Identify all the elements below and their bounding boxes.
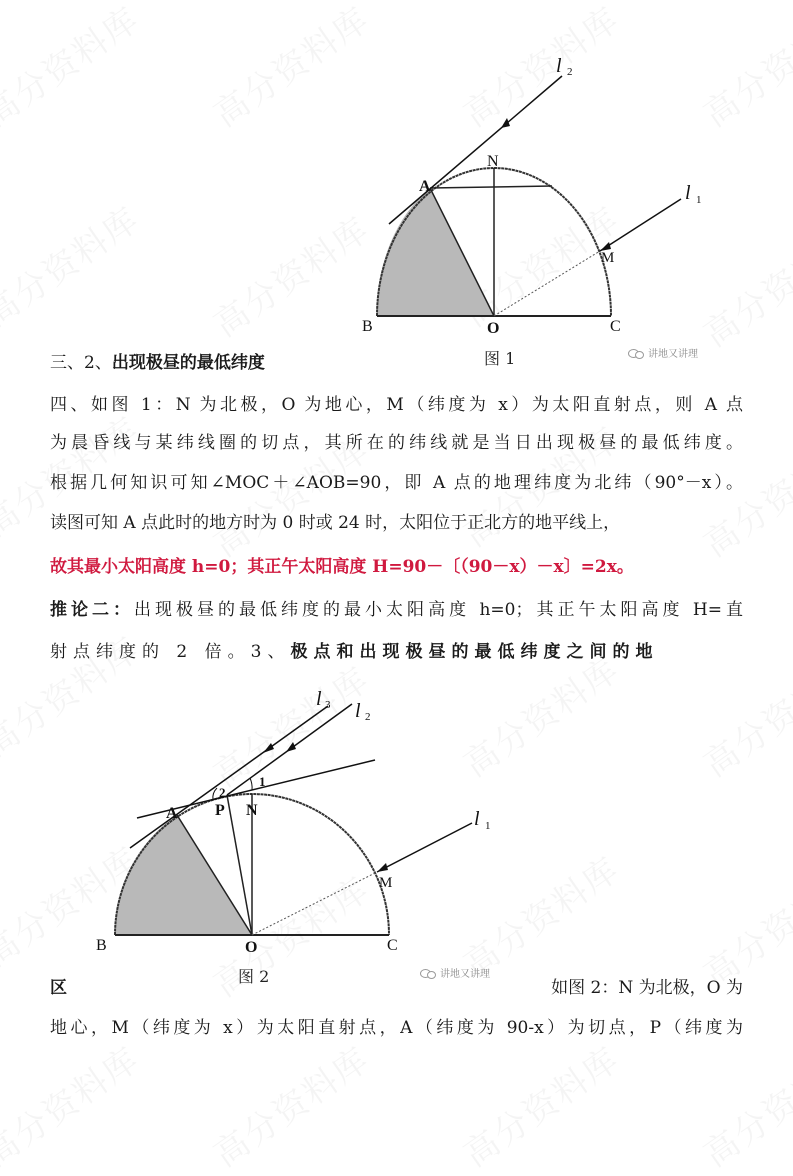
inference-text: 出现极昼的最低纬度的最小太阳高度 h=0；其正午太阳高度 H=直 [134,600,743,620]
label-l1: l [685,182,691,204]
radius-om-dotted [252,872,377,935]
shaded-night-sector [115,815,252,935]
figure-1 [0,0,793,340]
label-c: C [610,318,621,335]
label-m: M [379,875,393,891]
label-a: A [419,178,431,195]
watermark [452,1033,628,1176]
paragraph-line [50,976,743,1000]
figure-1-diagram [0,0,793,340]
paragraph-text: 如图 2：N 为北极，O 为 [551,978,743,998]
inference-label: 推论二： [50,600,135,620]
angle-1-arc [250,778,252,790]
arrow-icon [377,863,388,872]
arrow-icon [501,118,510,128]
label-a: A [166,805,178,822]
label-m: M [601,250,615,266]
subsection-title-end: 区 [50,978,67,998]
heading-prefix: 三、2、 [50,353,112,373]
inference-text: 射点纬度的 2 倍。3、 [50,642,291,662]
inference-line-2 [50,640,743,664]
ray-l3 [130,706,328,848]
label-l1-sub: 1 [485,820,491,832]
label-angle-1: 1 [259,774,266,789]
watermark [692,1033,793,1176]
label-b: B [362,318,373,335]
figure-2-diagram [0,680,793,980]
label-angle-2: 2 [219,785,226,800]
label-o: O [487,320,500,337]
subsection-title: 极点和出现极昼的最低纬度之间的地 [290,642,659,662]
label-c: C [387,937,398,954]
radius-om-dotted [494,251,600,316]
figure-2-caption: 图 2 [238,967,270,986]
paragraph-line: 根据几何知识可知∠MOC＋∠AOB=90，即 A 点的地理纬度为北纬（90°－x）。 [50,473,743,493]
section-heading [50,351,743,375]
paragraph-line: 读图可知 A 点此时的地方时为 0 时或 24 时，太阳位于正北方的地平线上， [50,513,621,533]
brand-label: 讲地又讲理 [440,969,490,980]
figure-2 [0,680,793,980]
heading-title: 出现极昼的最低纬度 [111,353,265,373]
shaded-night-sector [377,188,494,316]
label-l2: l [355,700,361,722]
label-l2-sub: 2 [365,711,371,723]
label-n: N [246,802,258,819]
label-l1: l [474,808,480,830]
arrow-icon [286,742,296,752]
label-l3: l [316,688,322,710]
label-l1-sub: 1 [696,194,702,206]
label-n: N [487,153,499,170]
label-p: P [215,802,225,819]
brand-label: 讲地又讲理 [648,349,698,360]
paragraph-line: 四、如图 1：N 为北极，O 为地心，M（纬度为 x）为太阳直射点，则 A 点 [50,395,743,415]
paragraph-line: 为晨昏线与某纬线圈的切点，其所在的纬线就是当日出现极昼的最低纬度。 [50,433,743,453]
label-b: B [96,937,107,954]
watermark [202,1033,378,1176]
highlight-conclusion: 故其最小太阳高度 h=0；其正午太阳高度 H=90－〔（90－x）－x〕=2x。 [50,557,634,577]
ray-l2 [389,76,562,224]
paragraph-line: 地心，M（纬度为 x）为太阳直射点，A（纬度为 90-x）为切点，P（纬度为 [50,1018,743,1038]
ray-l1 [377,823,472,872]
figure-1-caption: 图 1 [484,349,516,368]
label-o: O [245,939,258,956]
label-l3-sub: 3 [325,699,331,711]
label-l2: l [556,55,562,77]
label-l2-sub: 2 [567,66,573,78]
watermark [0,1033,148,1176]
arrow-icon [263,743,274,753]
latitude-line [430,186,552,188]
inference-line-1 [50,598,743,622]
ray-l1 [600,199,681,251]
